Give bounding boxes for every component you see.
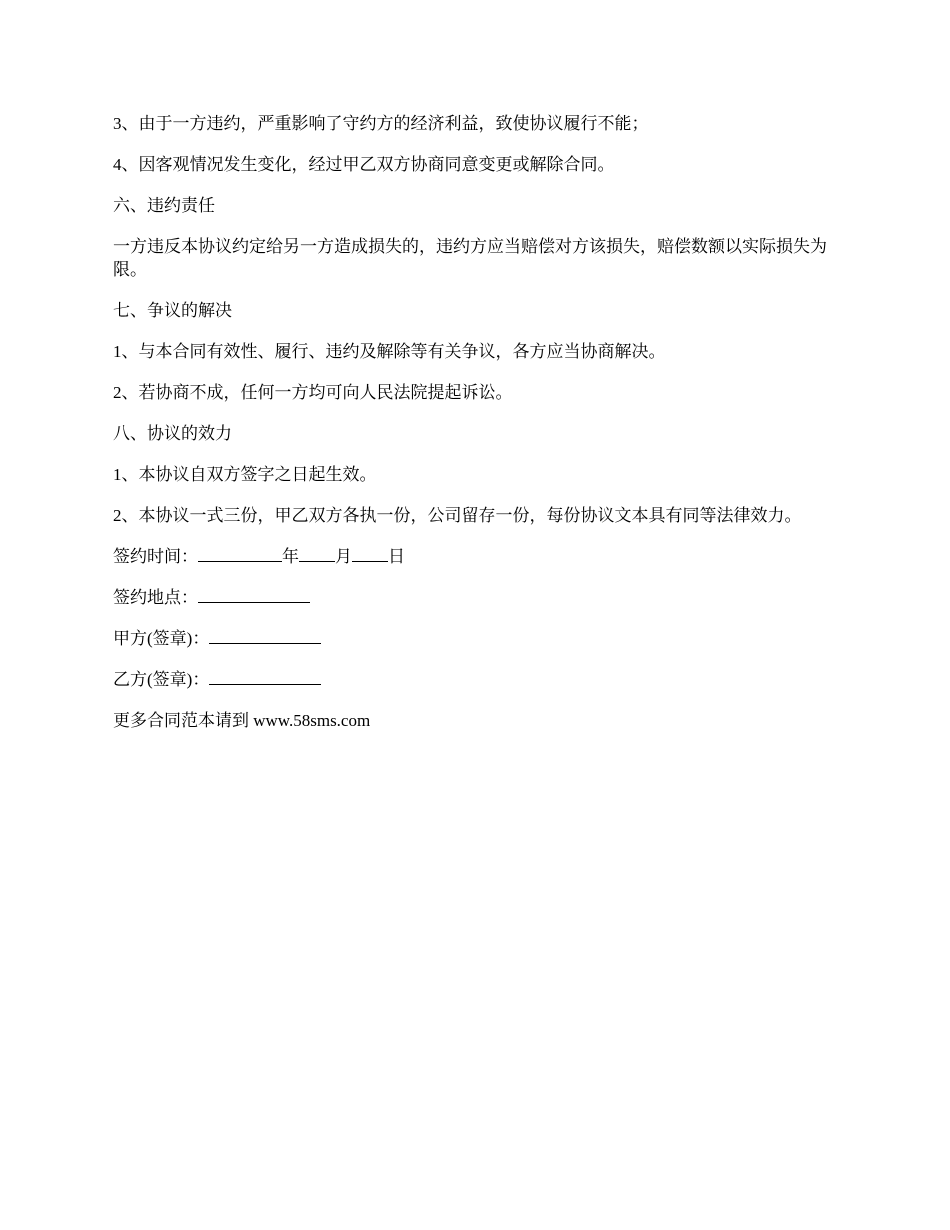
section-heading-effect: 八、协议的效力 (113, 424, 232, 443)
party-a-line (113, 627, 843, 650)
signing-time-line (113, 545, 843, 568)
day-label: 日 (388, 547, 405, 566)
month-label: 月 (335, 547, 352, 566)
party-a-label: 甲方(签章)： (113, 629, 210, 648)
effect-clause-2: 2、本协议一式三份，甲乙双方各执一份，公司留存一份，每份协议文本具有同等法律效力。 (113, 506, 802, 525)
signing-year-blank[interactable] (198, 546, 282, 562)
clause-4: 4、因客观情况发生变化，经过甲乙双方协商同意变更或解除合同。 (113, 155, 615, 174)
signing-place-blank[interactable] (198, 587, 310, 603)
signing-day-blank[interactable] (352, 546, 388, 562)
document-page (113, 112, 843, 750)
party-b-signature-blank[interactable] (209, 669, 321, 685)
year-label: 年 (282, 547, 299, 566)
party-a-signature-blank[interactable] (209, 628, 321, 644)
signing-time-label: 签约时间： (113, 547, 198, 566)
section-heading-breach: 六、违约责任 (113, 196, 215, 215)
clause-3: 3、由于一方违约，严重影响了守约方的经济利益，致使协议履行不能； (113, 114, 649, 133)
signing-place-line (113, 586, 843, 609)
signing-month-blank[interactable] (299, 546, 335, 562)
dispute-clause-1: 1、与本合同有效性、履行、违约及解除等有关争议，各方应当协商解决。 (113, 342, 666, 361)
signing-place-label: 签约地点： (113, 588, 198, 607)
effect-clause-1: 1、本协议自双方签字之日起生效。 (113, 465, 377, 484)
dispute-clause-2: 2、若协商不成，任何一方均可向人民法院提起诉讼。 (113, 383, 513, 402)
breach-liability-text: 一方违反本协议约定给另一方造成损失的，违约方应当赔偿对方该损失，赔偿数额以实际损失为限。 (113, 237, 827, 279)
footer-note: 更多合同范本请到 www.58sms.com (113, 711, 371, 730)
section-heading-dispute: 七、争议的解决 (113, 301, 232, 320)
party-b-label: 乙方(签章)： (113, 670, 210, 689)
party-b-line (113, 668, 843, 691)
